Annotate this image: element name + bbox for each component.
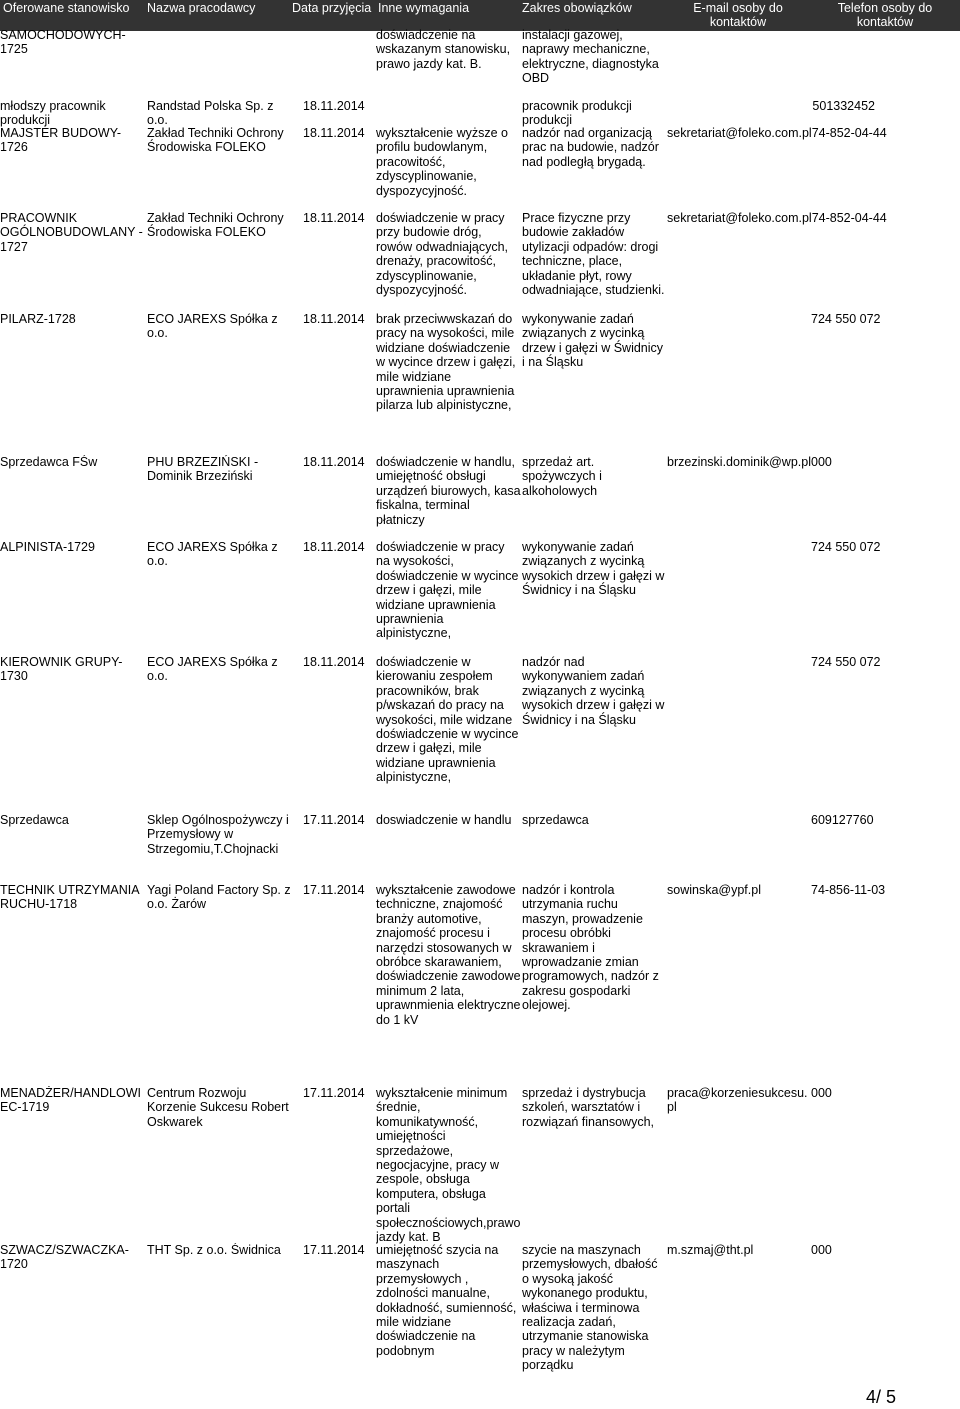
row-phone: 724 550 072 xyxy=(811,312,881,326)
row-position: KIEROWNIK GRUPY- 1730 xyxy=(0,655,123,684)
row-position: MAJSTER BUDOWY- 1726 xyxy=(0,126,122,155)
page-number: 4/ 5 xyxy=(866,1387,897,1407)
row-employer: ECO JAREXS Spółka z o.o. xyxy=(147,540,278,569)
header-nazwa-pracodawcy: Nazwa pracodawcy xyxy=(147,1,256,15)
row-duties: wykonywanie zadań związanych z wycinką wysokich drzew i gałęzi w Świdnicy i na Śląsku xyxy=(522,540,665,598)
header-telefon: Telefon osoby do kontaktów xyxy=(837,1,933,30)
row-date: 18.11.2014 xyxy=(303,655,365,669)
header-zakres-obowiazkow: Zakres obowiązków xyxy=(522,1,632,15)
row-duties: sprzedaż i dystrybucja szkoleń, warsztatów i rozwiązań finansowych, xyxy=(522,1086,655,1129)
row-phone: 724 550 072 xyxy=(811,540,881,554)
row-employer: Zakład Techniki Ochrony Środowiska FOLEKO xyxy=(147,211,284,240)
row-phone: 000 xyxy=(811,1086,832,1100)
row-requirements: umiejętność szycia na maszynach przemysłowych , zdolności manualne, dokładność, sumienność, mile widziane doświadczenie na podobnym xyxy=(376,1243,517,1358)
row-duties: nadzór i kontrola utrzymania ruchu maszyn, prowadzenie procesu obróbki skrawaniem i wprowadzanie zmian programowych, nadzór z zakresu gospodarki olejowej. xyxy=(522,883,659,1013)
row-phone: 609127760 xyxy=(811,813,874,827)
row-duties: Prace fizyczne przy budowie zakładów utylizacji odpadów: drogi techniczne, place, układanie płyt, rowy odwadniające, studzienki. xyxy=(522,211,665,298)
row-phone: 000 xyxy=(811,1243,832,1257)
row-requirements: wykształcenie zawodowe techniczne, znajomość branży automotive, znajomość procesu i narzędzi stosowanych w obróbce skarawaniem, doświadczenie zawodowe minimum 2 lata, uprawnmienia elektryczne do 1 kV xyxy=(376,883,521,1027)
row-date: 17.11.2014 xyxy=(303,883,365,897)
row-requirements: doświadczenie w pracy na wysokości, doświadczenie w wycince drzew i gałęzi, mile widziane uprawnienia uprawnienia alpinistyczne, xyxy=(376,540,519,641)
row-position: PRACOWNIK OGÓLNOBUDOWLANY - 1727 xyxy=(0,211,143,254)
row-position: SZWACZ/SZWACZKA- 1720 xyxy=(0,1243,129,1272)
row-date: 18.11.2014 xyxy=(303,211,365,225)
row-position: PILARZ-1728 xyxy=(0,312,76,326)
row-position: TECHNIK UTRZYMANIA RUCHU-1718 xyxy=(0,883,140,912)
row-duties: instalacji gazowej, naprawy mechaniczne, elektryczne, diagnostyka OBD xyxy=(522,28,659,86)
row-duties: nadzór nad organizacją prac na budowie, nadzór nad podległą brygadą. xyxy=(522,126,659,169)
row-duties: sprzedaż art. spożywczych i alkoholowych xyxy=(522,455,602,498)
row-requirements: wykształcenie wyższe o profilu budowlanym, pracowitość, zdyscyplinowanie, dyspozycyjność. xyxy=(376,126,508,198)
row-requirements: doświadczenie w pracy przy budowie dróg, rowów odwadniających, drenaży, pracowitość, zdyscyplinowanie, dyspozycyjność. xyxy=(376,211,509,298)
header-data-przyjecia: Data przyjęcia xyxy=(292,1,372,15)
header-oferowane-stanowisko: Oferowane stanowisko xyxy=(3,1,130,15)
row-employer: PHU BRZEZIŃSKI - Dominik Brzeziński xyxy=(147,455,259,484)
row-date: 18.11.2014 xyxy=(303,312,365,326)
row-duties: szycie na maszynach przemysłowych, dbałość o wysoką jakość wykonanego produktu, właściwa i terminowa realizacja zadań, utrzymanie stanowiska pracy w należytym porządku xyxy=(522,1243,658,1373)
row-duties: wykonywanie zadań związanych z wycinką drzew i gałęzi w Świdnicy i na Śląsku xyxy=(522,312,664,370)
row-requirements: doświadczenie w handlu, umiejętność obsługi urządzeń biurowych, kasa fiskalna, terminal płatniczy xyxy=(376,455,521,527)
table-header xyxy=(0,0,960,31)
row-employer: THT Sp. z o.o. Świdnica xyxy=(147,1243,281,1257)
row-employer: ECO JAREXS Spółka z o.o. xyxy=(147,312,278,341)
row-position: młodszy pracownik produkcji xyxy=(0,99,106,128)
row-date: 17.11.2014 xyxy=(303,1086,365,1100)
row-email[interactable]: sowinska@ypf.pl xyxy=(667,883,761,897)
row-employer: ECO JAREXS Spółka z o.o. xyxy=(147,655,278,684)
row-email[interactable]: praca@korzeniesukcesu. pl xyxy=(667,1086,808,1115)
row-employer: Randstad Polska Sp. z o.o. xyxy=(147,99,274,128)
row-date: 18.11.2014 xyxy=(303,455,365,469)
row-position: Sprzedawca xyxy=(0,813,69,827)
row-position: SAMOCHODOWYCH- 1725 xyxy=(0,28,126,57)
header-email: E-mail osoby do kontaktów xyxy=(693,1,783,30)
row-date: 18.11.2014 xyxy=(303,126,365,140)
row-requirements: doświadczenie w kierowaniu zespołem pracowników, brak p/wskazań do pracy na wysokości, mile widzane doświadczenie w wycince drzew i gałęzi, mile widziane uprawnienia alpinistyczne, xyxy=(376,655,519,785)
row-requirements: brak przeciwwskazań do pracy na wysokości, mile widziane doświadczenie w wycince drzew i gałęzi, mile widziane uprawnienia uprawnienia pilarza lub alpinistyczne, xyxy=(376,312,516,413)
row-requirements: doswiadczenie w handlu xyxy=(376,813,512,827)
row-date: 18.11.2014 xyxy=(303,99,365,113)
row-phone: 501332452 xyxy=(812,99,875,113)
row-employer: Centrum Rozwoju Korzenie Sukcesu Robert Oskwarek xyxy=(147,1086,289,1129)
row-email[interactable]: sekretariat@foleko.com.pl74-852-04-44 xyxy=(667,126,887,140)
row-employer: Zakład Techniki Ochrony Środowiska FOLEKO xyxy=(147,126,284,155)
row-duties: nadzór nad wykonywaniem zadań związanych z wycinką wysokich drzew i gałęzi w Świdnicy i na Śląsku xyxy=(522,655,665,727)
row-employer: Yagi Poland Factory Sp. z o.o. Żarów xyxy=(147,883,291,912)
row-date: 17.11.2014 xyxy=(303,813,365,827)
row-duties: sprzedawca xyxy=(522,813,589,827)
row-date: 17.11.2014 xyxy=(303,1243,365,1257)
row-position: ALPINISTA-1729 xyxy=(0,540,95,554)
row-email[interactable]: brzezinski.dominik@wp.pl000 xyxy=(667,455,832,469)
row-position: Sprzedawca FŚw xyxy=(0,455,98,469)
row-phone: 724 550 072 xyxy=(811,655,881,669)
row-email[interactable]: m.szmaj@tht.pl xyxy=(667,1243,754,1257)
row-employer: Sklep Ogólnospożywczy i Przemysłowy w Strzegomiu,T.Chojnacki xyxy=(147,813,289,856)
header-inne-wymagania: Inne wymagania xyxy=(378,1,470,15)
row-requirements: wykształcenie minimum średnie, komunikatywność, umiejętności sprzedażowe, negocjacyjne, pracy w zespole, obsługa komputera, obsługa portali społecznościowych,prawo jazdy kat. B xyxy=(376,1086,521,1245)
row-date: 18.11.2014 xyxy=(303,540,365,554)
row-email[interactable]: sekretariat@foleko.com.pl74-852-04-44 xyxy=(667,211,887,225)
row-requirements: doświadczenie na wskazanym stanowisku, prawo jazdy kat. B. xyxy=(376,28,511,71)
row-position: MENADŻER/HANDLOWI EC-1719 xyxy=(0,1086,141,1115)
row-duties: pracownik produkcji produkcji xyxy=(522,99,632,128)
row-phone: 74-856-11-03 xyxy=(811,883,886,897)
